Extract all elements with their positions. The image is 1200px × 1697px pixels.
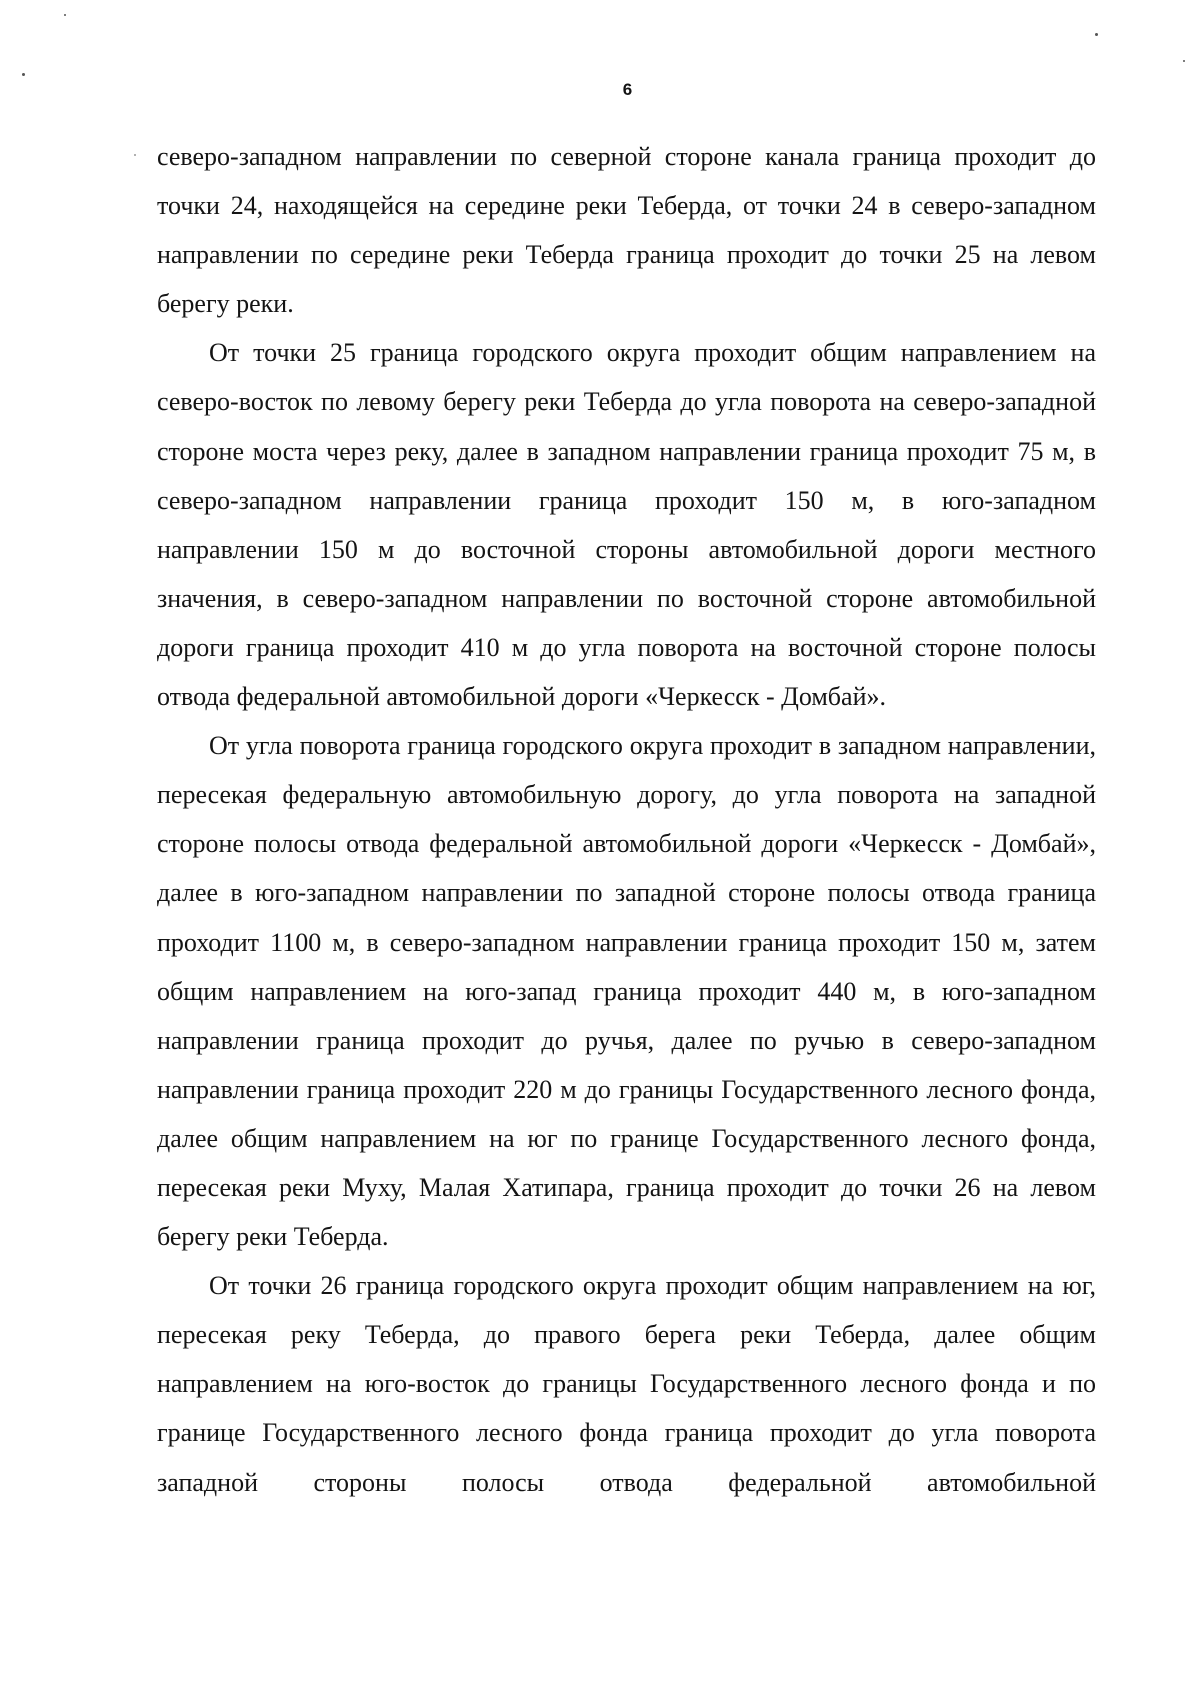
scan-speck xyxy=(64,14,66,16)
document-body xyxy=(157,132,1096,1507)
paragraph-turn-corner: От угла поворота граница городского округа проходит в западном направлении, пересекая федеральную автомобильную дорогу, до угла поворота на западной стороне полосы отвода федеральной автомобильной дороги «Черкесск - Домбай», далее в юго-западном направлении по западной стороне полосы отвода граница проходит 1100 м, в северо-западном направлении граница проходит 150 м, затем общим направлением на юго-запад граница проходит 440 м, в юго-западном направлении граница проходит до ручья, далее по ручью в северо-западном направлении граница проходит 220 м до границы Государственного лесного фонда, далее общим направлением на юг по границе Государственного лесного фонда, пересекая реки Муху, Малая Хатипара, граница проходит до точки 26 на левом берегу реки Теберда. xyxy=(157,731,1096,1252)
page-number: 6 xyxy=(622,80,633,99)
scan-speck xyxy=(1095,33,1098,36)
scan-speck xyxy=(22,73,25,76)
paragraph-point-26: От точки 26 граница городского округа проходит общим направлением на юг, пересекая реку Теберда, до правого берега реки Теберда, далее общим направлением на юго-восток до границы Государственного лесного фонда и по границе Государственного лесного фонда граница проходит до угла поворота западной стороны полосы отвода федеральной автомобильной xyxy=(157,1271,1096,1497)
paragraph-point-25: От точки 25 граница городского округа проходит общим направлением на северо-восток по левому берегу реки Теберда до угла поворота на северо-западной стороне моста через реку, далее в западном направлении граница проходит 75 м, в северо-западном направлении граница проходит 150 м, в юго-западном направлении 150 м до восточной стороны автомобильной дороги местного значения, в северо-западном направлении по восточной стороне автомобильной дороги граница проходит 410 м до угла поворота на восточной стороне полосы отвода федеральной автомобильной дороги «Черкесск - Домбай». xyxy=(157,338,1096,712)
scan-speck xyxy=(1183,60,1185,62)
paragraph-continuation: северо-западном направлении по северной стороне канала граница проходит до точки 24, находящейся на середине реки Теберда, от точки 24 в северо-западном направлении по середине реки Теберда граница проходит до точки 25 на левом берегу реки. xyxy=(157,142,1096,319)
scan-speck xyxy=(134,154,136,156)
